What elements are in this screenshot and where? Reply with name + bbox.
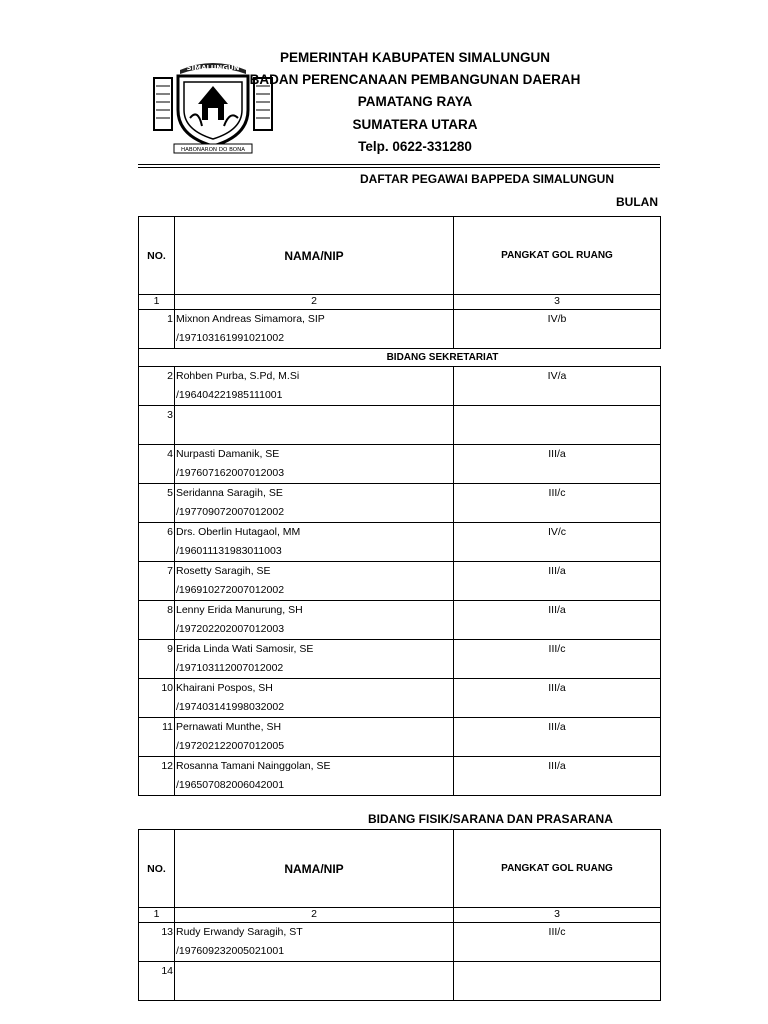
employee-table-fisik: NO. NAMA/NIP PANGKAT GOL RUANG 1 2 3 13 Rudy Erwandy Saragih, ST /197609232005021001 III/c 14 bbox=[138, 829, 661, 1001]
row-no: 1 bbox=[167, 313, 173, 325]
table-row: 5 Seridanna Saragih, SE /197709072007012002 III/c bbox=[139, 484, 661, 523]
employee-table bbox=[138, 216, 661, 796]
row-nip: /197103161991021002 bbox=[176, 332, 285, 344]
table-row: 13 Rudy Erwandy Saragih, ST /197609232005021001 III/c bbox=[139, 923, 661, 962]
header-pangkat: PANGKAT GOL RUANG bbox=[454, 830, 661, 908]
table-row: 6 Drs. Oberlin Hutagaol, MM /196011131983011003 IV/c bbox=[139, 523, 661, 562]
table-row: 2 Rohben Purba, S.Pd, M.Si /196404221985111001 IV/a bbox=[139, 367, 661, 406]
table-row: 14 bbox=[139, 962, 661, 1001]
header-rule-top bbox=[138, 164, 660, 165]
table-row: 4 Nurpasti Damanik, SE /197607162007012003 III/a bbox=[139, 445, 661, 484]
header-line-5: Telp. 0622-331280 bbox=[358, 139, 472, 154]
header-rule-bottom bbox=[138, 167, 660, 168]
table-row: 12 Rosanna Tamani Nainggolan, SE /196507082006042001 III/a bbox=[139, 757, 661, 796]
table-row: 8 Lenny Erida Manurung, SH /197202202007012003 III/a bbox=[139, 601, 661, 640]
section-fisik: BIDANG FISIK/SARANA DAN PRASARANA bbox=[368, 812, 613, 826]
table-row: 7 Rosetty Saragih, SE /196910272007012002 III/a bbox=[139, 562, 661, 601]
header-line-2: BADAN PERENCANAAN PEMBANGUNAN DAERAH bbox=[249, 72, 581, 87]
header-nama: NAMA/NIP bbox=[175, 830, 454, 908]
logo-top-text: SIMALUNGUN bbox=[186, 64, 240, 72]
bulan-label: BULAN bbox=[616, 195, 658, 209]
col-index-2: 2 bbox=[175, 295, 454, 310]
header-no: NO. bbox=[139, 217, 175, 295]
table-row bbox=[139, 310, 661, 349]
header-line-3: PAMATANG RAYA bbox=[357, 94, 473, 109]
header-no: NO. bbox=[139, 830, 175, 908]
table-row: 3 bbox=[139, 406, 661, 445]
header-line-1: PEMERINTAH KABUPATEN SIMALUNGUN bbox=[280, 50, 550, 65]
document-title: DAFTAR PEGAWAI BAPPEDA SIMALUNGUN bbox=[360, 172, 615, 186]
header-nama: NAMA/NIP bbox=[175, 217, 454, 295]
col-index-3: 3 bbox=[454, 295, 661, 310]
section-sekretariat: BIDANG SEKRETARIAT bbox=[386, 352, 499, 363]
row-gol: IV/b bbox=[547, 313, 567, 325]
col-index-1: 1 bbox=[139, 295, 175, 310]
table-row: 11 Pernawati Munthe, SH /197202122007012005 III/a bbox=[139, 718, 661, 757]
table-row: 10 Khairani Pospos, SH /197403141998032002 III/a bbox=[139, 679, 661, 718]
logo-bottom-text: HABONARON DO BONA bbox=[181, 147, 245, 153]
header-line-4: SUMATERA UTARA bbox=[352, 117, 478, 132]
header-pangkat: PANGKAT GOL RUANG bbox=[454, 217, 661, 295]
row-name: Mixnon Andreas Simamora, SIP bbox=[176, 313, 325, 325]
table-row: 9 Erida Linda Wati Samosir, SE /197103112007012002 III/c bbox=[139, 640, 661, 679]
